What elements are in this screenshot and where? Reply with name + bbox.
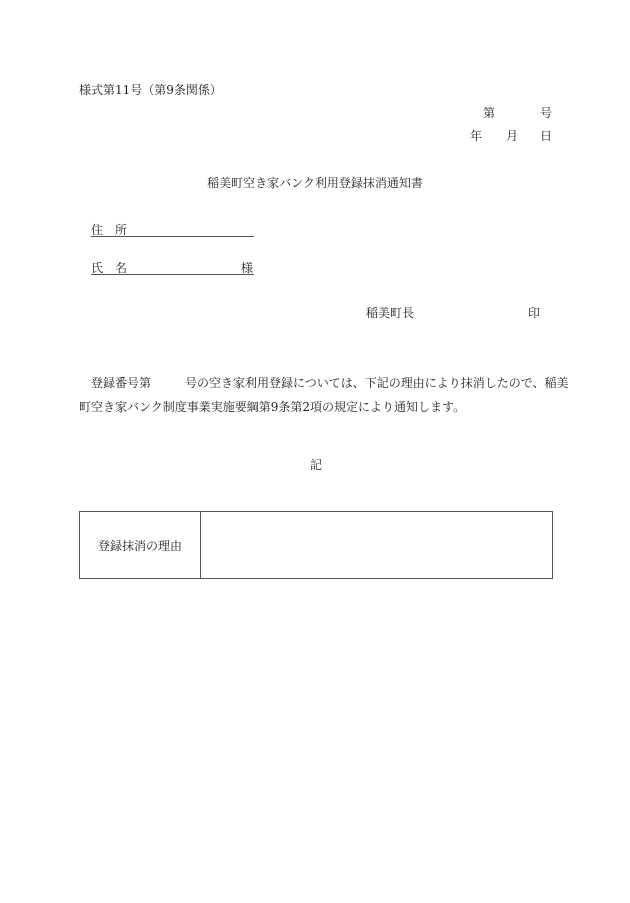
body-line1-start: 登録番号第 <box>91 376 152 390</box>
name-label: 氏 名 <box>91 261 128 275</box>
seal-mark: 印 <box>528 306 541 320</box>
honorific: 様 <box>241 261 254 275</box>
date-year: 年 <box>470 129 483 143</box>
reason-label: 登録抹消の理由 <box>80 512 201 579</box>
doc-number-prefix: 第 <box>483 106 496 120</box>
reason-value <box>201 512 553 579</box>
body-line1-rest: 号の空き家利用登録については、下記の理由により抹消したので、稲美 <box>185 376 569 390</box>
body-line2: 町空き家バンク制度事業実施要綱第9条第2項の規定により通知します。 <box>79 400 466 414</box>
address-underline <box>91 236 254 237</box>
date-month: 月 <box>506 129 519 143</box>
doc-number-suffix: 号 <box>540 106 553 120</box>
date-day: 日 <box>540 129 553 143</box>
reason-table <box>79 511 553 579</box>
table-row <box>80 512 553 579</box>
document-title: 稲美町空き家バンク利用登録抹消通知書 <box>207 176 423 190</box>
name-underline <box>91 274 254 275</box>
note-heading: 記 <box>310 458 323 472</box>
issuer-name: 稲美町長 <box>366 306 415 320</box>
address-label: 住 所 <box>91 223 128 237</box>
form-number: 様式第11号（第9条関係） <box>79 83 222 97</box>
